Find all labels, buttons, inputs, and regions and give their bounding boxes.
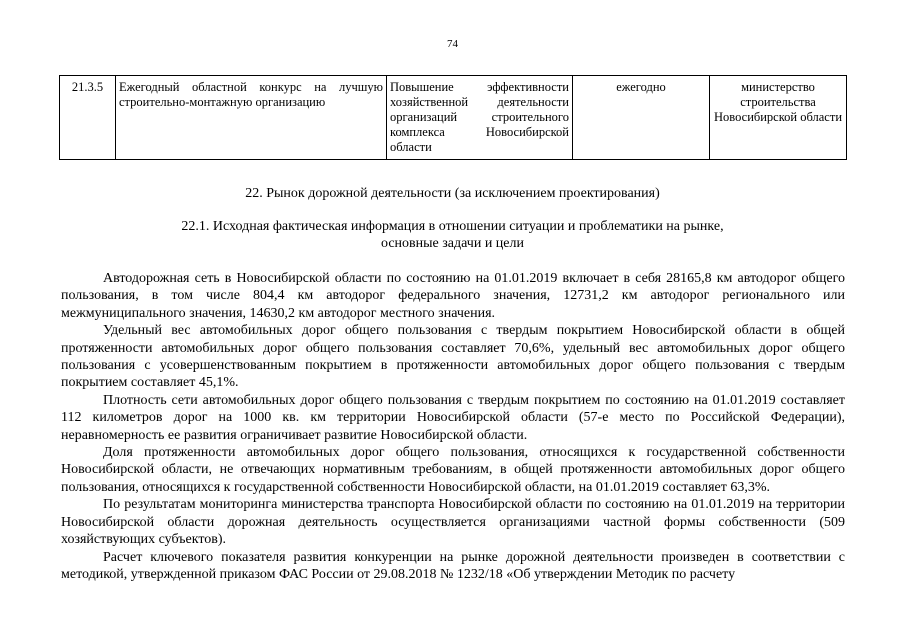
action-plan-table (59, 75, 847, 160)
responsible-cell: министерство строительства Новосибирской области (710, 76, 847, 160)
subsection-title-line: основные задачи и цели (380, 236, 524, 251)
measure-name-cell: Ежегодный областной конкурс на лучшую строительно-монтажную организацию (116, 76, 387, 160)
section-title: 22. Рынок дорожной деятельности (за исключением проектирования) (245, 186, 660, 201)
measure-goal-cell: Повышение эффективности хозяйственной деятельности организаций строительного комплекса Новосибирской области (387, 76, 573, 160)
deadline-cell: ежегодно (573, 76, 710, 160)
paragraph: Расчет ключевого показателя развития конкуренции на рынке дорожной деятельности произведен в соответствии с методикой, утвержденной приказом ФАС России от 29.08.2018 № 1232/18 «Об утверждении Методик по расчету (61, 549, 845, 582)
paragraph: По результатам мониторинга министерства транспорта Новосибирской области по состоянию на 01.01.2019 на территории Новосибирской области дорожная деятельность осуществляется организациями частной формы собственности (509 хозяйствующих субъектов). (61, 497, 845, 548)
subsection-title-line: 22.1. Исходная фактическая информация в отношении ситуации и проблематики на рынке, (181, 219, 724, 234)
body-text (61, 270, 845, 583)
paragraph: Удельный вес автомобильных дорог общего пользования с твердым покрытием Новосибирской области в общей протяженности автомобильных дорог общего пользования составляет 70,6%, удельный вес автомобильных дорог общего пользования с усовершенствованным покрытием в протяженности автомобильных дорог общего пользования с твердым покрытием составляет 45,1%. (61, 323, 845, 391)
paragraph: Доля протяженности автомобильных дорог общего пользования, относящихся к государственной собственности Новосибирской области, не отвечающих нормативным требованиям, в общей протяженности автомобильных дорог общего пользования, относящихся к государственной собственности Новосибирской области, на 01.01.2019 составляет 63,3%. (61, 445, 845, 495)
page-number: 74 (447, 38, 458, 50)
row-number-cell: 21.3.5 (60, 76, 116, 160)
paragraph: Автодорожная сеть в Новосибирской области по состоянию на 01.01.2019 включает в себя 28165,8 км автодорог общего пользования, в том числе 804,4 км автодорог федерального значения, 12731,2 км автодорог регионального или межмуниципального значения, 14630,2 км автодорог местного значения. (61, 271, 845, 321)
paragraph: Плотность сети автомобильных дорог общего пользования с твердым покрытием по состоянию на 01.01.2019 составляет 112 километров дорог на 1000 кв. км территории Новосибирской области (57-е место по Российской Федерации), неравномерность ее развития ограничивает развитие Новосибирской области. (61, 392, 845, 443)
table-row (60, 76, 847, 160)
subsection-title (0, 218, 905, 252)
